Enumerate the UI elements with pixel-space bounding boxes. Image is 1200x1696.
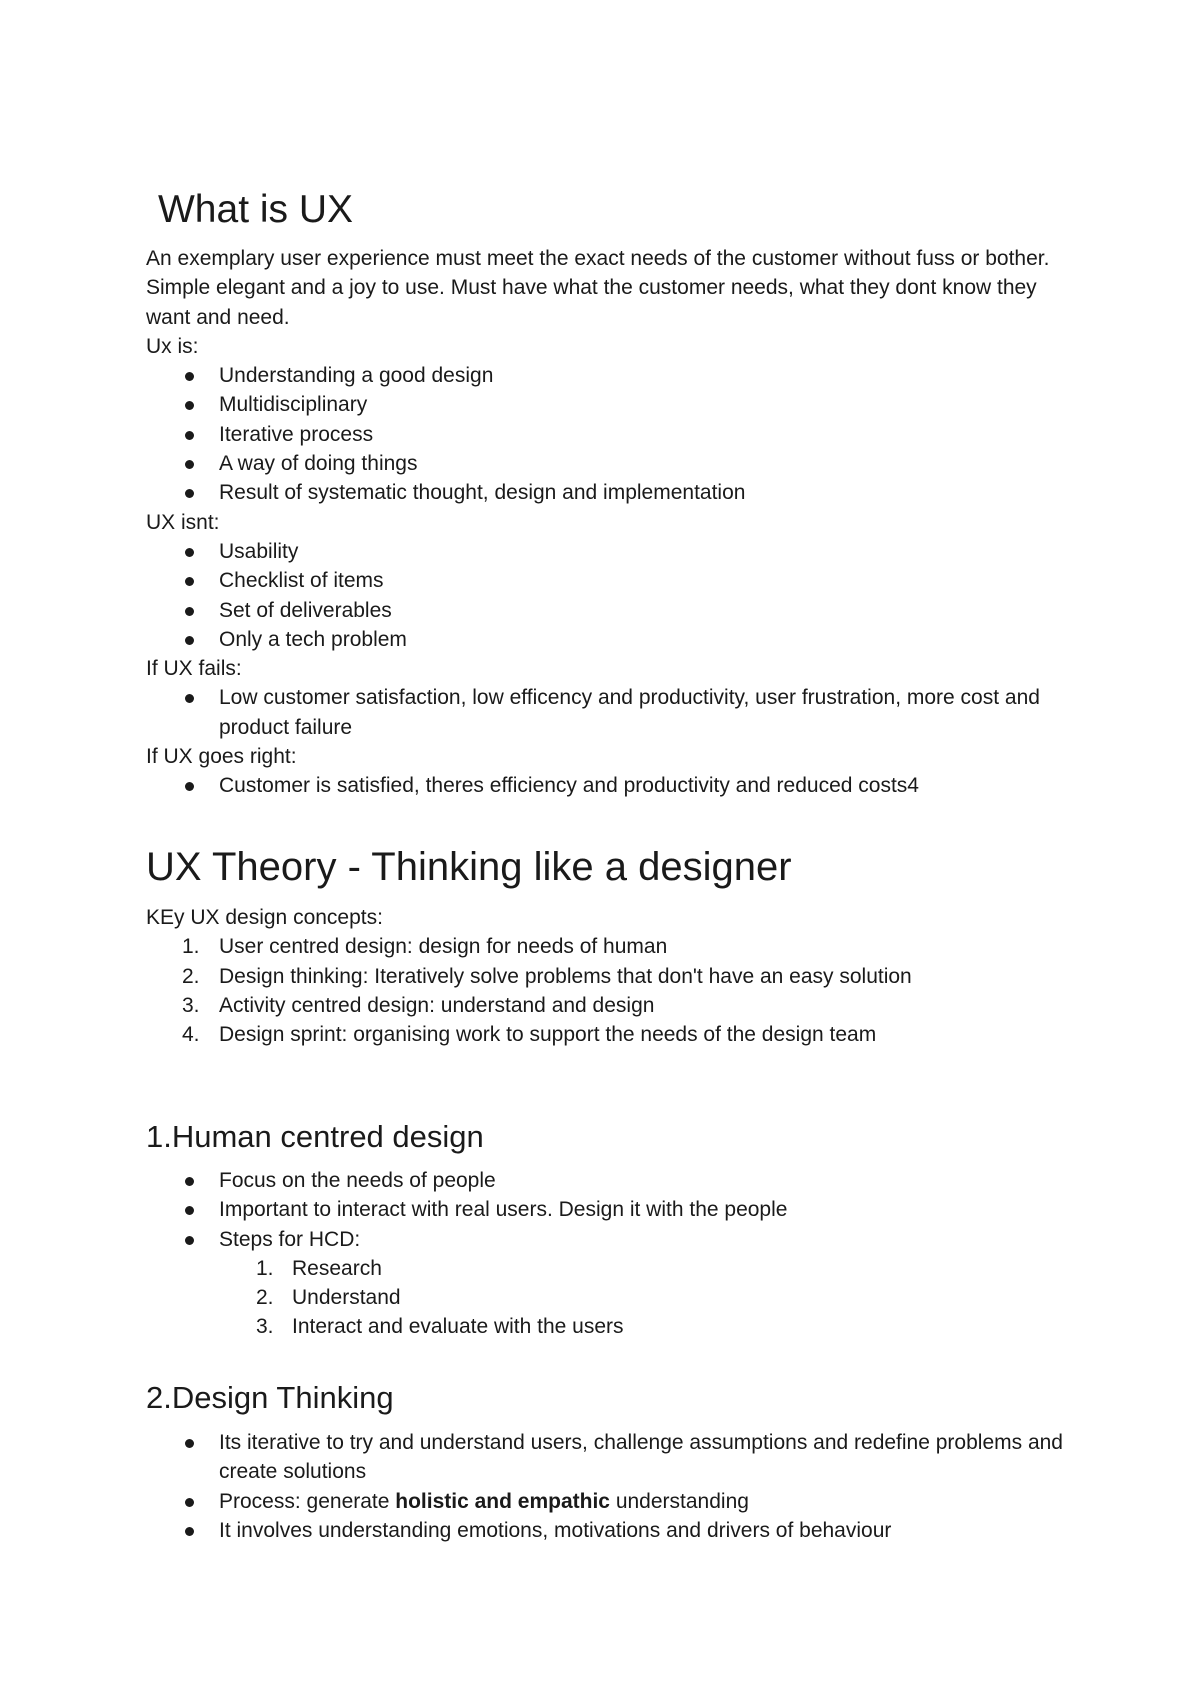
bullet-icon [185, 372, 194, 381]
bullet-icon [185, 489, 194, 498]
list-item: Steps for HCD: [146, 1225, 1089, 1254]
bullet-icon [185, 607, 194, 616]
list-item: Iterative process [146, 420, 1089, 449]
section-hcd-body [146, 1166, 1089, 1342]
bullet-icon [185, 1498, 194, 1507]
emphasis-text: holistic and empathic [395, 1489, 610, 1513]
list-item: Set of deliverables [146, 596, 1089, 625]
list-item: Important to interact with real users. Design it with the people [146, 1195, 1089, 1224]
ux-right-list [146, 771, 1089, 800]
section-what-is-ux-body [146, 244, 1089, 801]
list-item: 3. Interact and evaluate with the users [256, 1315, 624, 1339]
section-title-what-is-ux: What is UX [158, 188, 354, 231]
list-item: 3. Activity centred design: understand and design [182, 993, 655, 1017]
bullet-icon [185, 694, 194, 703]
section-title-design-thinking: 2.Design Thinking [146, 1380, 394, 1415]
ux-isnt-label: UX isnt: [146, 510, 220, 534]
bullet-icon [185, 401, 194, 410]
bullet-icon [185, 460, 194, 469]
section-title-human-centred-design: 1.Human centred design [146, 1119, 484, 1154]
ux-is-label: Ux is: [146, 334, 199, 358]
bullet-icon [185, 636, 194, 645]
concepts-list [146, 932, 1089, 1049]
list-item: Checklist of items [146, 566, 1089, 595]
list-item: Customer is satisfied, theres efficiency and productivity and reduced costs4 [146, 771, 1089, 800]
list-item: 2. Understand [256, 1286, 401, 1310]
design-thinking-list [146, 1428, 1089, 1545]
list-item: Low customer satisfaction, low efficency and productivity, user frustration, more cost and product failure [146, 683, 1089, 742]
bullet-icon [185, 1527, 194, 1536]
bullet-icon [185, 1439, 194, 1448]
list-item: Understanding a good design [146, 361, 1089, 390]
hcd-steps-list [146, 1254, 1089, 1342]
list-item: 4. Design sprint: organising work to support the needs of the design team [182, 1023, 877, 1047]
list-item: Its iterative to try and understand users, challenge assumptions and redefine problems and create solutions [146, 1428, 1089, 1487]
ux-fails-label: If UX fails: [146, 657, 242, 681]
list-item: 1. User centred design: design for needs of human [182, 935, 668, 959]
ux-fails-list [146, 683, 1089, 742]
hcd-list [146, 1166, 1089, 1254]
list-item: 1. Research [256, 1256, 382, 1280]
list-item: Usability [146, 537, 1089, 566]
bullet-icon [185, 1236, 194, 1245]
ux-is-list [146, 361, 1089, 507]
section-title-ux-theory: UX Theory - Thinking like a designer [146, 845, 792, 889]
list-item: Multidisciplinary [146, 390, 1089, 419]
intro-paragraph: An exemplary user experience must meet the exact needs of the customer without fuss or bother. Simple elegant and a joy to use. Must have what the customer needs, what they dont know they want and need. [146, 247, 1050, 329]
bullet-icon [185, 782, 194, 791]
ux-isnt-list [146, 537, 1089, 654]
list-item: It involves understanding emotions, motivations and drivers of behaviour [146, 1516, 1089, 1545]
list-item: Result of systematic thought, design and implementation [146, 478, 1089, 507]
bullet-icon [185, 1177, 194, 1186]
list-item: Process: generate holistic and empathic understanding [146, 1487, 1089, 1516]
bullet-icon [185, 431, 194, 440]
list-item: Focus on the needs of people [146, 1166, 1089, 1195]
bullet-icon [185, 577, 194, 586]
list-item: Only a tech problem [146, 625, 1089, 654]
bullet-icon [185, 1206, 194, 1215]
section-ux-theory-body [146, 903, 1089, 1049]
bullet-icon [185, 548, 194, 557]
concepts-label: KEy UX design concepts: [146, 906, 383, 929]
list-item: 2. Design thinking: Iteratively solve problems that don't have an easy solution [182, 964, 912, 988]
ux-right-label: If UX goes right: [146, 745, 297, 769]
section-design-thinking-body [146, 1428, 1089, 1545]
list-item: A way of doing things [146, 449, 1089, 478]
